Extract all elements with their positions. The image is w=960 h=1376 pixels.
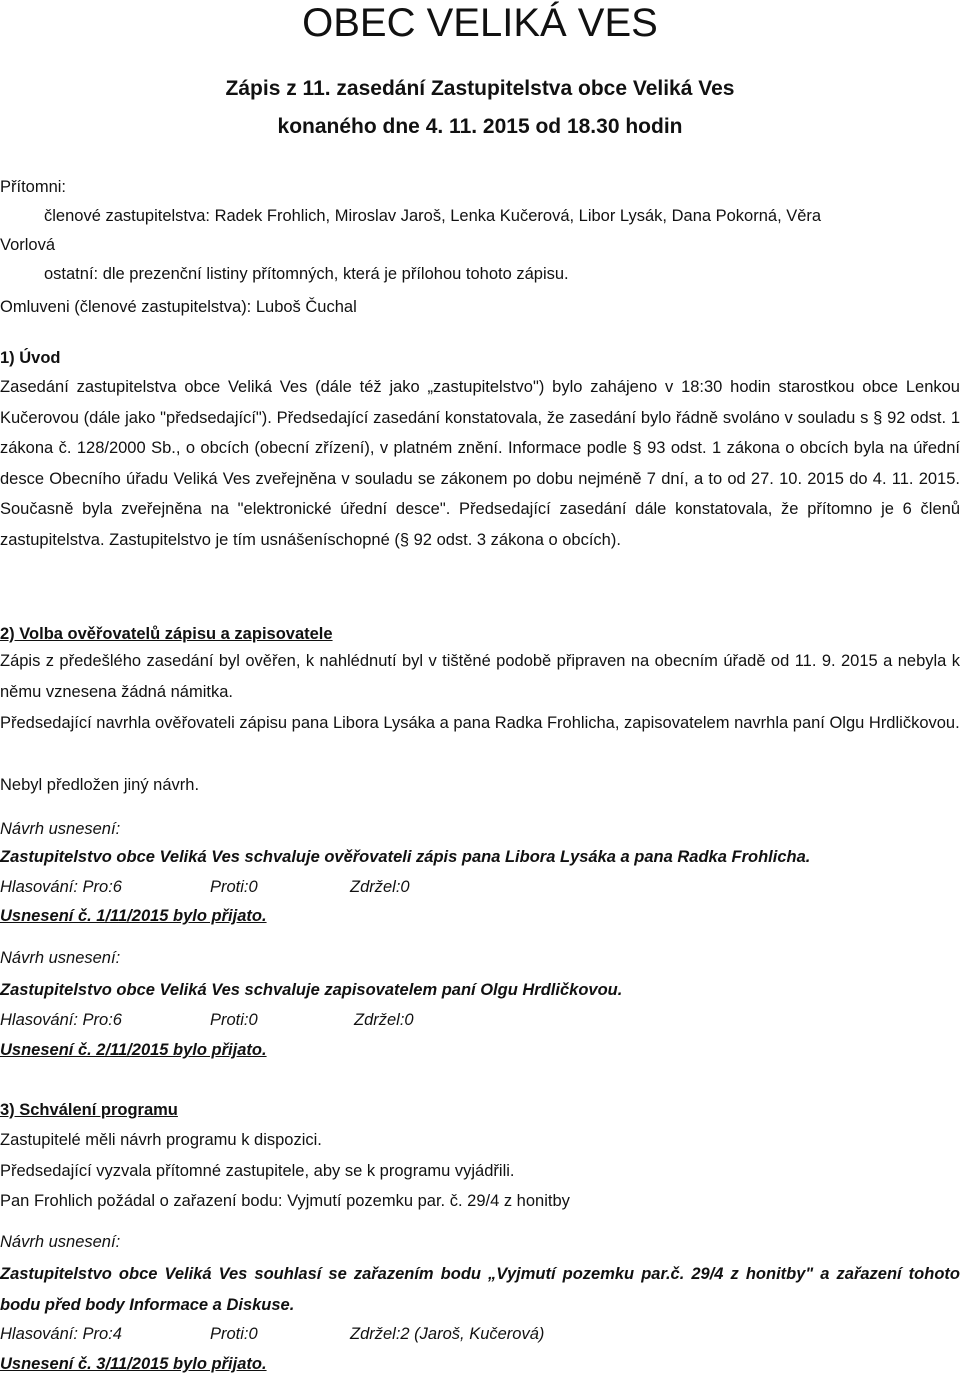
section-1-heading: 1) Úvod <box>0 349 61 367</box>
present-label: Přítomni: <box>0 178 67 196</box>
document-title: OBEC VELIKÁ VES <box>302 1 658 45</box>
vote-against-1: Proti:0 <box>210 878 258 896</box>
section-3-heading: 3) Schválení programu <box>0 1101 178 1119</box>
proposal-text-1: Zastupitelstvo obce Veliká Ves schvaluje ověřovateli zápis pana Libora Lysáka a pana Radka Frohlicha. <box>0 848 811 866</box>
vote-against-2: Proti:0 <box>210 1011 258 1029</box>
section-2-text-3: Nebyl předložen jiný návrh. <box>0 776 200 794</box>
proposal-label-2: Návrh usnesení: <box>0 949 121 967</box>
section-2-heading: 2) Volba ověřovatelů zápisu a zapisovatele <box>0 625 333 643</box>
section-1-text: Zasedání zastupitelstva obce Veliká Ves (dále též jako „zastupitelstvo") bylo zahájeno v 18:30 hodin starostkou obce Lenkou Kučerovou (dále jako "předsedající"). Předsedající zasedání konstatovala, že zasedání bylo řádně svoláno v souladu s § 92 odst. 1 zákona č. 128/2000 Sb., o obcích (obecní zřízení), v platném znění. Informace podle § 93 odst. 1 zákona o obcích byla na úřední desce Obecního úřadu Veliká Ves zveřejněna v souladu se zákonem po dobu nejméně 7 dní, a to od 27. 10. 2015 do 4. 11. 2015. Současně byla zveřejněna na "elektronické úřední desce". Předsedající zasedání dále konstatovala, že přítomno je 6 členů zastupitelstva. Zastupitelstvo je tím usnášeníschopné (§ 92 odst. 3 zákona o obcích). <box>0 378 960 549</box>
resolution-result-3: Usnesení č. 3/11/2015 bylo přijato. <box>0 1355 267 1373</box>
vote-abstain-3: Zdržel:2 (Jaroš, Kučerová) <box>350 1325 545 1343</box>
present-members-line2: Vorlová <box>0 236 56 254</box>
proposal-label-3: Návrh usnesení: <box>0 1233 121 1251</box>
section-3-text-2: Předsedající vyzvala přítomné zastupitele, aby se k programu vyjádřili. <box>0 1162 515 1180</box>
proposal-text-3: Zastupitelstvo obce Veliká Ves souhlasí se zařazením bodu „Vyjmutí pozemku par.č. 29/4 z honitby" a zařazení tohoto bodu před body Informace a Diskuse. <box>0 1265 960 1314</box>
proposal-text-2: Zastupitelstvo obce Veliká Ves schvaluje zapisovatelem paní Olgu Hrdličkovou. <box>0 981 623 999</box>
present-others: ostatní: dle prezenční listiny přítomných, která je přílohou tohoto zápisu. <box>44 265 569 283</box>
vote-for-1: Hlasování: Pro:6 <box>0 878 122 896</box>
vote-for-3: Hlasování: Pro:4 <box>0 1325 122 1343</box>
section-3-text-3: Pan Frohlich požádal o zařazení bodu: Vyjmutí pozemku par. č. 29/4 z honitby <box>0 1192 570 1210</box>
vote-for-2: Hlasování: Pro:6 <box>0 1011 122 1029</box>
subtitle-line-1: Zápis z 11. zasedání Zastupitelstva obce Veliká Ves <box>225 77 735 100</box>
proposal-label-1: Návrh usnesení: <box>0 820 121 838</box>
vote-against-3: Proti:0 <box>210 1325 258 1343</box>
section-3-text-1: Zastupitelé měli návrh programu k dispozici. <box>0 1131 322 1149</box>
subtitle-line-2: konaného dne 4. 11. 2015 od 18.30 hodin <box>277 115 683 138</box>
resolution-result-1: Usnesení č. 1/11/2015 bylo přijato. <box>0 907 267 925</box>
section-2-text-2: Předsedající navrhla ověřovateli zápisu pana Libora Lysáka a pana Radka Frohlicha, zapisovatelem navrhla paní Olgu Hrdličkovou. <box>0 714 960 732</box>
resolution-result-2: Usnesení č. 2/11/2015 bylo přijato. <box>0 1041 267 1059</box>
present-members-line1: členové zastupitelstva: Radek Frohlich, Miroslav Jaroš, Lenka Kučerová, Libor Lysák, Dana Pokorná, Věra <box>44 207 822 225</box>
vote-abstain-2: Zdržel:0 <box>354 1011 414 1029</box>
vote-abstain-1: Zdržel:0 <box>350 878 410 896</box>
section-2-text-1: Zápis z předešlého zasedání byl ověřen, k nahlédnutí byl v tištěné podobě připraven na obecním úřadě od 11. 9. 2015 a nebyla k němu vznesena žádná námitka. <box>0 652 960 701</box>
excused-members: Omluveni (členové zastupitelstva): Luboš Čuchal <box>0 298 357 316</box>
